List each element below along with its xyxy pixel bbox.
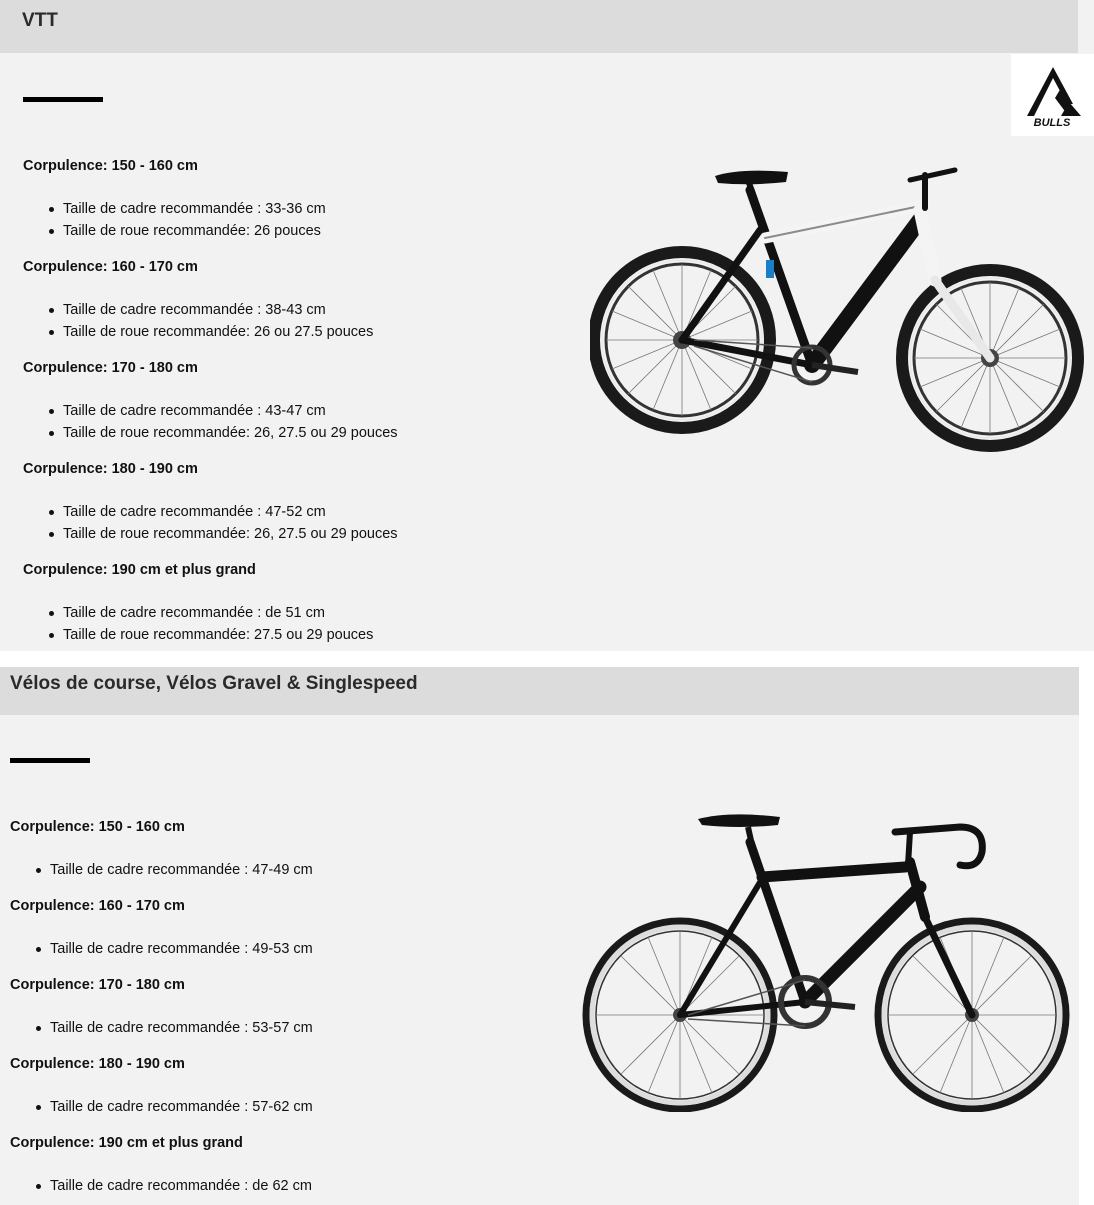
group-title: Corpulence: 150 - 160 cm <box>23 158 198 174</box>
group-title: Corpulence: 190 cm et plus grand <box>23 562 256 578</box>
group-title: Corpulence: 170 - 180 cm <box>10 977 185 993</box>
list-item: Taille de roue recommandée: 26 pouces <box>63 220 326 242</box>
bullet-list <box>50 1096 313 1118</box>
group-title: Corpulence: 160 - 170 cm <box>10 898 185 914</box>
list-item: Taille de cadre recommandée : 49-53 cm <box>50 938 313 960</box>
list-item: Taille de roue recommandée: 26, 27.5 ou 29 pouces <box>63 422 398 444</box>
list-item: Taille de roue recommandée: 27.5 ou 29 pouces <box>63 624 373 646</box>
list-item: Taille de cadre recommandée : de 62 cm <box>50 1175 312 1197</box>
mountain-bike-image <box>590 150 1090 455</box>
bullet-list <box>63 501 398 545</box>
list-item: Taille de cadre recommandée : de 51 cm <box>63 602 373 624</box>
bullet-list <box>50 1017 313 1039</box>
list-item: Taille de cadre recommandée : 47-49 cm <box>50 859 313 881</box>
section-title-vtt: VTT <box>0 0 1078 53</box>
bullet-list <box>63 400 398 444</box>
group-title: Corpulence: 180 - 190 cm <box>23 461 198 477</box>
list-item: Taille de cadre recommandée : 53-57 cm <box>50 1017 313 1039</box>
group-title: Corpulence: 180 - 190 cm <box>10 1056 185 1072</box>
list-item: Taille de cadre recommandée : 38-43 cm <box>63 299 373 321</box>
bullet-list <box>50 938 313 960</box>
list-item: Taille de cadre recommandée : 57-62 cm <box>50 1096 313 1118</box>
bullet-list <box>63 198 326 242</box>
title-underline <box>10 758 90 763</box>
bullet-list <box>50 1175 312 1197</box>
title-underline <box>23 97 103 102</box>
group-title: Corpulence: 190 cm et plus grand <box>10 1135 243 1151</box>
section-title-road: Vélos de course, Vélos Gravel & Singlespeed <box>0 667 1079 715</box>
bullet-list <box>50 859 313 881</box>
bullet-list <box>63 602 373 646</box>
list-item: Taille de roue recommandée: 26 ou 27.5 pouces <box>63 321 373 343</box>
list-item: Taille de cadre recommandée : 43-47 cm <box>63 400 398 422</box>
group-title: Corpulence: 170 - 180 cm <box>23 360 198 376</box>
group-title: Corpulence: 160 - 170 cm <box>23 259 198 275</box>
list-item: Taille de cadre recommandée : 33-36 cm <box>63 198 326 220</box>
road-section <box>0 667 1079 1205</box>
bullet-list <box>63 299 373 343</box>
group-title: Corpulence: 150 - 160 cm <box>10 819 185 835</box>
list-item: Taille de roue recommandée: 26, 27.5 ou 29 pouces <box>63 523 398 545</box>
list-item: Taille de cadre recommandée : 47-52 cm <box>63 501 398 523</box>
road-bike-image <box>580 807 1075 1112</box>
bulls-logo <box>1011 54 1094 136</box>
logo-wordmark: BULLS <box>1033 117 1071 129</box>
